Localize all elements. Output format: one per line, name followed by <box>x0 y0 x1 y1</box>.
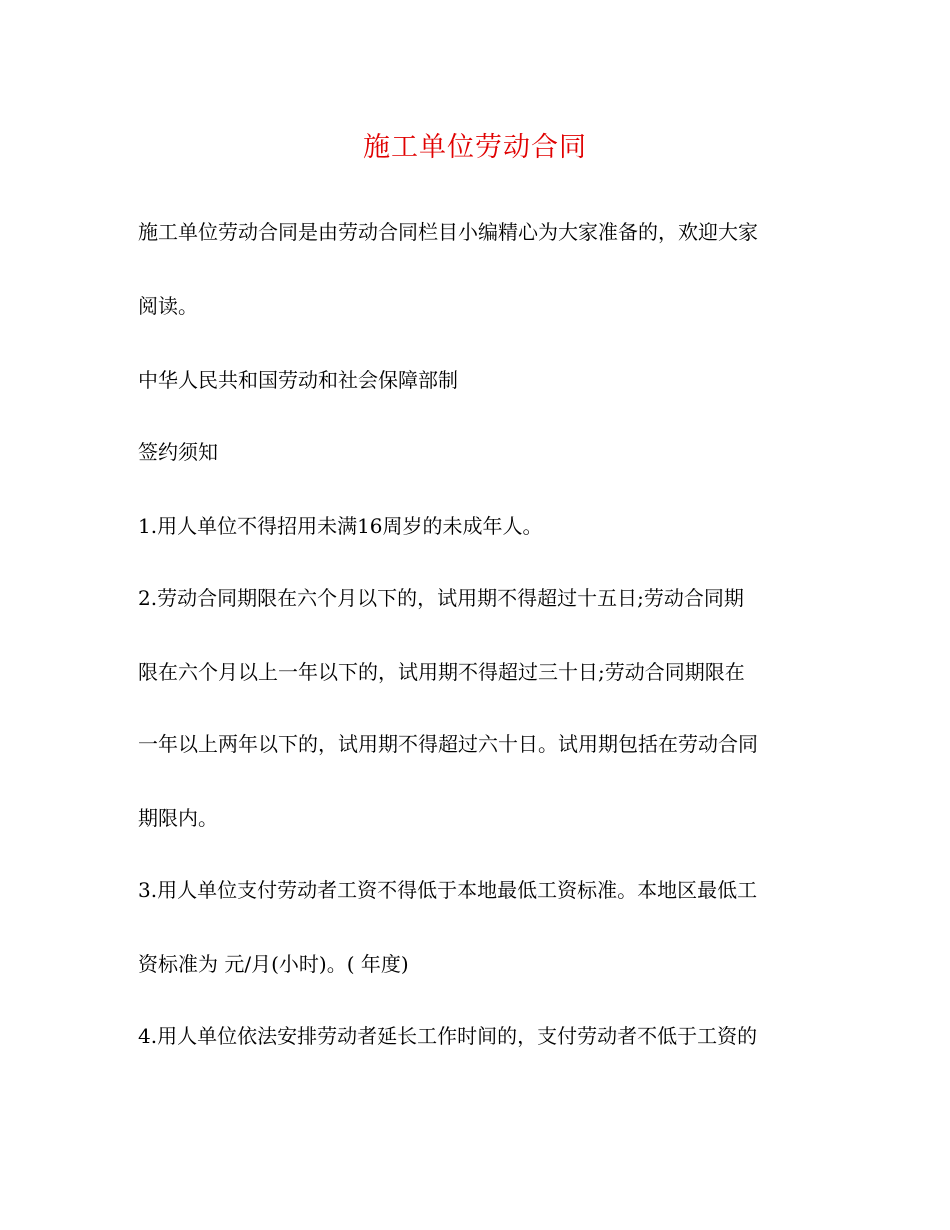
clause-2-line-2: 限在六个月以上一年以下的，试用期不得超过三十日;劳动合同期限在 <box>138 660 745 684</box>
document-title: 施工单位劳动合同 <box>363 132 587 163</box>
clause-4-line-1: 4.用人单位依法安排劳动者延长工作时间的，支付劳动者不低于工资的 <box>138 1024 758 1048</box>
intro-line-1: 施工单位劳动合同是由劳动合同栏目小编精心为大家准备的，欢迎大家 <box>138 220 758 244</box>
clause-3-line-1: 3.用人单位支付劳动者工资不得低于本地最低工资标准。本地区最低工 <box>138 878 758 902</box>
clause-2-line-4: 期限内。 <box>138 806 218 830</box>
issuer-line: 中华人民共和国劳动和社会保障部制 <box>138 368 458 392</box>
clause-2-line-1: 2.劳动合同期限在六个月以下的，试用期不得超过十五日;劳动合同期 <box>138 586 744 610</box>
clause-2-line-3: 一年以上两年以下的，试用期不得超过六十日。试用期包括在劳动合同 <box>138 732 758 756</box>
clause-3-line-2: 资标准为 元/月(小时)。( 年度) <box>138 952 409 976</box>
clause-1: 1.用人单位不得招用未满16周岁的未成年人。 <box>138 514 543 538</box>
intro-line-2: 阅读。 <box>138 294 198 318</box>
section-heading: 签约须知 <box>138 440 218 464</box>
